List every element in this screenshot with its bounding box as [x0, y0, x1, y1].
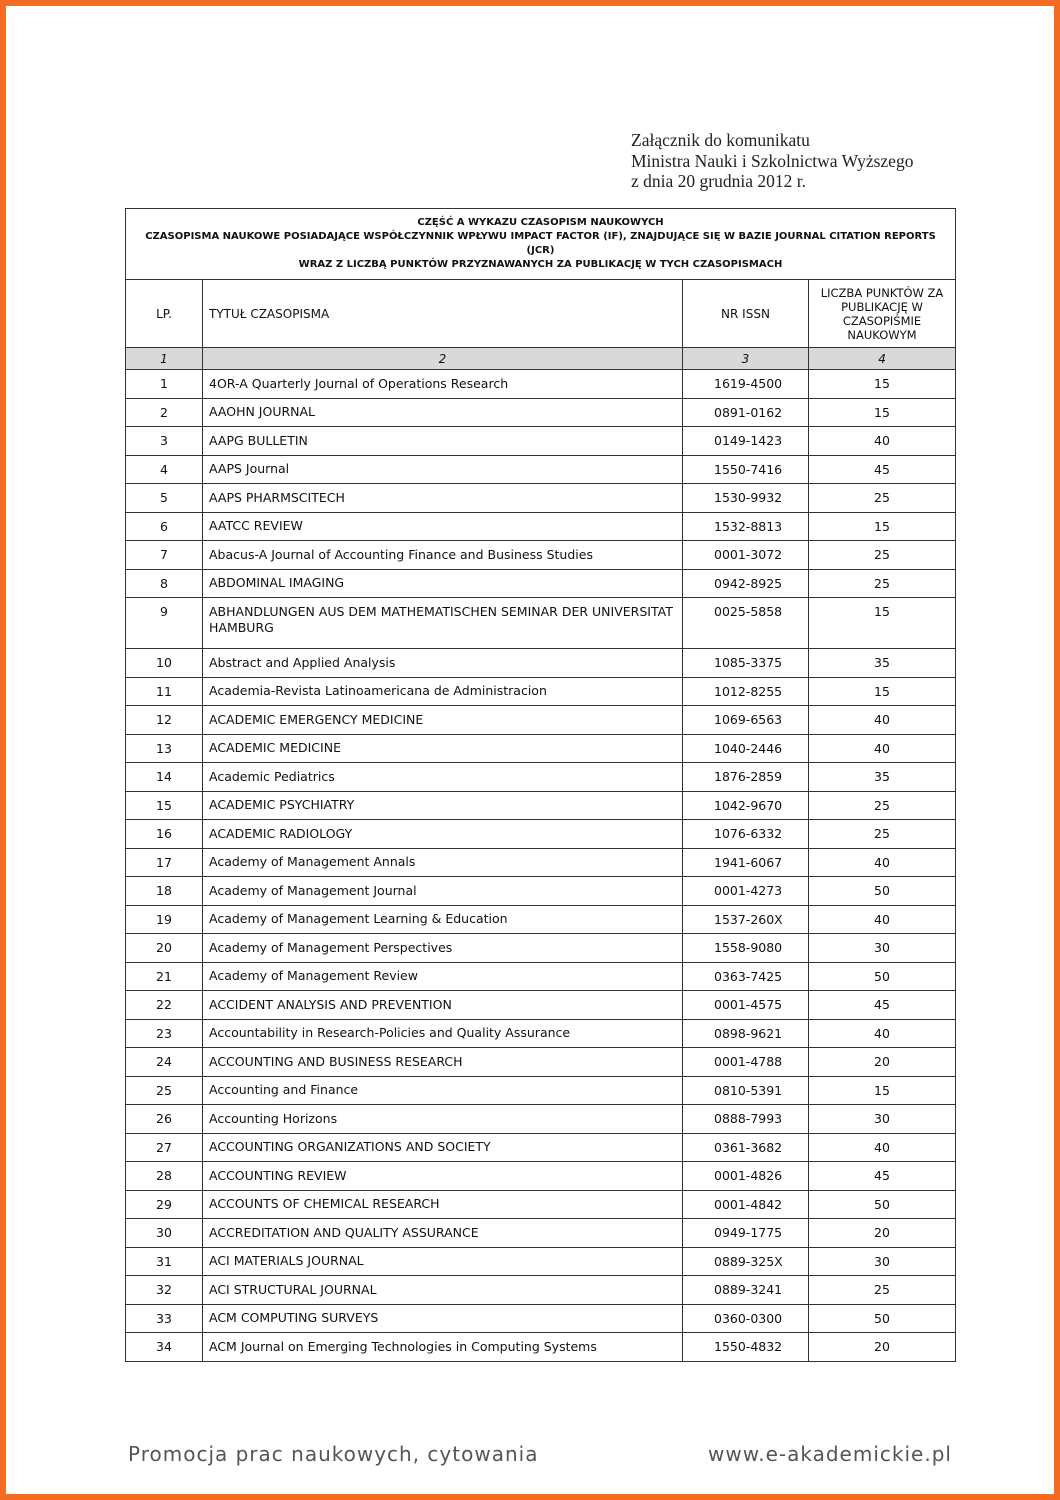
column-number: 2	[203, 348, 683, 370]
row-journal-title: AAOHN JOURNAL	[203, 398, 683, 427]
row-lp: 24	[126, 1048, 203, 1077]
footer-promo-text: Promocja prac naukowych, cytowania	[128, 1442, 539, 1466]
row-points: 45	[809, 455, 956, 484]
row-points: 35	[809, 763, 956, 792]
row-issn: 0889-3241	[683, 1276, 809, 1305]
row-points: 50	[809, 1304, 956, 1333]
row-lp: 18	[126, 877, 203, 906]
table-row	[126, 848, 956, 877]
column-header-issn: NR ISSN	[683, 280, 809, 348]
row-lp: 33	[126, 1304, 203, 1333]
row-issn: 0001-4273	[683, 877, 809, 906]
row-issn: 1076-6332	[683, 820, 809, 849]
row-lp: 34	[126, 1333, 203, 1362]
column-number: 3	[683, 348, 809, 370]
row-journal-title: Abacus-A Journal of Accounting Finance and Business Studies	[203, 541, 683, 570]
row-journal-title: AAPS PHARMSCITECH	[203, 484, 683, 513]
row-points: 35	[809, 649, 956, 678]
row-issn: 0942-8925	[683, 569, 809, 598]
header-line-1: Załącznik do komunikatu	[631, 130, 810, 150]
row-lp: 17	[126, 848, 203, 877]
row-issn: 0360-0300	[683, 1304, 809, 1333]
table-row	[126, 541, 956, 570]
row-lp: 23	[126, 1019, 203, 1048]
footer-website: www.e-akademickie.pl	[708, 1442, 952, 1466]
row-lp: 5	[126, 484, 203, 513]
row-issn: 1537-260X	[683, 905, 809, 934]
row-points: 25	[809, 791, 956, 820]
row-points: 20	[809, 1048, 956, 1077]
table-row	[126, 649, 956, 678]
row-issn: 0361-3682	[683, 1133, 809, 1162]
row-points: 25	[809, 1276, 956, 1305]
row-issn: 0001-4575	[683, 991, 809, 1020]
table-row	[126, 484, 956, 513]
table-row	[126, 1048, 956, 1077]
row-issn: 0001-3072	[683, 541, 809, 570]
row-issn: 0001-4826	[683, 1162, 809, 1191]
row-points: 40	[809, 848, 956, 877]
row-issn: 0889-325X	[683, 1247, 809, 1276]
row-journal-title: Abstract and Applied Analysis	[203, 649, 683, 678]
row-issn: 0025-5858	[683, 598, 809, 649]
row-journal-title: ACI MATERIALS JOURNAL	[203, 1247, 683, 1276]
row-lp: 16	[126, 820, 203, 849]
row-points: 25	[809, 569, 956, 598]
row-journal-title: ACI STRUCTURAL JOURNAL	[203, 1276, 683, 1305]
row-points: 15	[809, 598, 956, 649]
row-points: 45	[809, 991, 956, 1020]
row-journal-title: Academia-Revista Latinoamericana de Administracion	[203, 677, 683, 706]
table-row	[126, 1276, 956, 1305]
row-journal-title: Accounting Horizons	[203, 1105, 683, 1134]
row-points: 30	[809, 1105, 956, 1134]
row-issn: 1550-7416	[683, 455, 809, 484]
row-lp: 30	[126, 1219, 203, 1248]
table-row	[126, 1304, 956, 1333]
row-issn: 0888-7993	[683, 1105, 809, 1134]
row-points: 15	[809, 677, 956, 706]
row-journal-title: 4OR-A Quarterly Journal of Operations Research	[203, 370, 683, 399]
row-lp: 21	[126, 962, 203, 991]
column-number: 1	[126, 348, 203, 370]
row-lp: 32	[126, 1276, 203, 1305]
row-journal-title: Academy of Management Perspectives	[203, 934, 683, 963]
row-points: 40	[809, 905, 956, 934]
row-journal-title: ACCREDITATION AND QUALITY ASSURANCE	[203, 1219, 683, 1248]
column-header-title: TYTUŁ CZASOPISMA	[203, 280, 683, 348]
row-lp: 31	[126, 1247, 203, 1276]
table-row	[126, 877, 956, 906]
attachment-header	[631, 130, 913, 192]
row-journal-title: ACCOUNTS OF CHEMICAL RESEARCH	[203, 1190, 683, 1219]
row-lp: 29	[126, 1190, 203, 1219]
row-issn: 1012-8255	[683, 677, 809, 706]
row-lp: 12	[126, 706, 203, 735]
row-lp: 8	[126, 569, 203, 598]
row-points: 15	[809, 512, 956, 541]
row-points: 40	[809, 706, 956, 735]
row-journal-title: Academy of Management Review	[203, 962, 683, 991]
table-row	[126, 820, 956, 849]
table-row	[126, 1219, 956, 1248]
table-title-line-1: CZĘŚĆ A WYKAZU CZASOPISM NAUKOWYCH	[417, 217, 664, 228]
row-points: 30	[809, 934, 956, 963]
row-lp: 22	[126, 991, 203, 1020]
column-header-row	[126, 280, 956, 348]
row-issn: 1876-2859	[683, 763, 809, 792]
row-journal-title: ABDOMINAL IMAGING	[203, 569, 683, 598]
row-points: 50	[809, 1190, 956, 1219]
row-points: 25	[809, 484, 956, 513]
table-row	[126, 1019, 956, 1048]
table-title-row	[126, 209, 956, 280]
row-journal-title: Accountability in Research-Policies and Quality Assurance	[203, 1019, 683, 1048]
table-row	[126, 455, 956, 484]
header-line-3: z dnia 20 grudnia 2012 r.	[631, 171, 806, 191]
row-journal-title: ACCOUNTING AND BUSINESS RESEARCH	[203, 1048, 683, 1077]
table-title-line-2: CZASOPISMA NAUKOWE POSIADAJĄCE WSPÓŁCZYNNIK WPŁYWU IMPACT FACTOR (IF), ZNAJDUJĄCE SIĘ W BAZIE JOURNAL CITATION REPORTS (JCR)	[145, 231, 936, 256]
row-journal-title: Academy of Management Journal	[203, 877, 683, 906]
row-journal-title: ACADEMIC RADIOLOGY	[203, 820, 683, 849]
table-row	[126, 398, 956, 427]
row-lp: 14	[126, 763, 203, 792]
row-journal-title: ACCOUNTING REVIEW	[203, 1162, 683, 1191]
row-lp: 13	[126, 734, 203, 763]
row-journal-title: ABHANDLUNGEN AUS DEM MATHEMATISCHEN SEMINAR DER UNIVERSITAT HAMBURG	[203, 598, 683, 649]
row-lp: 2	[126, 398, 203, 427]
row-issn: 1530-9932	[683, 484, 809, 513]
row-lp: 19	[126, 905, 203, 934]
row-issn: 0949-1775	[683, 1219, 809, 1248]
row-lp: 26	[126, 1105, 203, 1134]
table-title	[126, 209, 956, 280]
row-points: 50	[809, 962, 956, 991]
row-journal-title: AAPG BULLETIN	[203, 427, 683, 456]
row-issn: 1558-9080	[683, 934, 809, 963]
table-row	[126, 734, 956, 763]
table-row	[126, 1076, 956, 1105]
journal-list-table	[125, 208, 956, 1362]
row-issn: 1085-3375	[683, 649, 809, 678]
row-journal-title: Academy of Management Annals	[203, 848, 683, 877]
table-row	[126, 706, 956, 735]
row-journal-title: Accounting and Finance	[203, 1076, 683, 1105]
table-row	[126, 763, 956, 792]
row-points: 40	[809, 1019, 956, 1048]
row-issn: 1550-4832	[683, 1333, 809, 1362]
table-row	[126, 598, 956, 649]
row-points: 20	[809, 1219, 956, 1248]
table-row	[126, 962, 956, 991]
table-row	[126, 427, 956, 456]
table-row	[126, 1105, 956, 1134]
row-lp: 25	[126, 1076, 203, 1105]
row-journal-title: ACM Journal on Emerging Technologies in Computing Systems	[203, 1333, 683, 1362]
row-issn: 0898-9621	[683, 1019, 809, 1048]
table-row	[126, 1190, 956, 1219]
row-points: 45	[809, 1162, 956, 1191]
row-issn: 1941-6067	[683, 848, 809, 877]
table-title-line-3: WRAZ Z LICZBĄ PUNKTÓW PRZYZNAWANYCH ZA PUBLIKACJĘ W TYCH CZASOPISMACH	[298, 259, 783, 270]
row-points: 15	[809, 1076, 956, 1105]
row-points: 40	[809, 1133, 956, 1162]
row-journal-title: Academic Pediatrics	[203, 763, 683, 792]
row-points: 15	[809, 370, 956, 399]
column-number: 4	[809, 348, 956, 370]
row-journal-title: ACM COMPUTING SURVEYS	[203, 1304, 683, 1333]
table-row	[126, 1247, 956, 1276]
table-row	[126, 1162, 956, 1191]
row-journal-title: AAPS Journal	[203, 455, 683, 484]
row-issn: 0001-4842	[683, 1190, 809, 1219]
header-line-2: Ministra Nauki i Szkolnictwa Wyższego	[631, 150, 914, 171]
table-row	[126, 677, 956, 706]
row-points: 15	[809, 398, 956, 427]
row-points: 25	[809, 541, 956, 570]
row-points: 40	[809, 427, 956, 456]
row-points: 30	[809, 1247, 956, 1276]
table-row	[126, 934, 956, 963]
row-journal-title: ACCOUNTING ORGANIZATIONS AND SOCIETY	[203, 1133, 683, 1162]
row-points: 20	[809, 1333, 956, 1362]
row-lp: 3	[126, 427, 203, 456]
row-journal-title: AATCC REVIEW	[203, 512, 683, 541]
row-lp: 27	[126, 1133, 203, 1162]
row-lp: 28	[126, 1162, 203, 1191]
row-journal-title: ACADEMIC MEDICINE	[203, 734, 683, 763]
column-number-row	[126, 348, 956, 370]
row-issn: 0891-0162	[683, 398, 809, 427]
table-row	[126, 791, 956, 820]
table-row	[126, 905, 956, 934]
row-journal-title: ACADEMIC EMERGENCY MEDICINE	[203, 706, 683, 735]
table-row	[126, 512, 956, 541]
row-lp: 15	[126, 791, 203, 820]
row-lp: 20	[126, 934, 203, 963]
row-lp: 1	[126, 370, 203, 399]
row-lp: 4	[126, 455, 203, 484]
table-row	[126, 1133, 956, 1162]
row-points: 40	[809, 734, 956, 763]
row-issn: 1042-9670	[683, 791, 809, 820]
table-row	[126, 1333, 956, 1362]
row-lp: 7	[126, 541, 203, 570]
row-journal-title: ACCIDENT ANALYSIS AND PREVENTION	[203, 991, 683, 1020]
row-issn: 0149-1423	[683, 427, 809, 456]
row-issn: 0363-7425	[683, 962, 809, 991]
row-issn: 0001-4788	[683, 1048, 809, 1077]
column-header-points: LICZBA PUNKTÓW ZA PUBLIKACJĘ W CZASOPIŚMIE NAUKOWYM	[809, 280, 956, 348]
row-issn: 0810-5391	[683, 1076, 809, 1105]
row-issn: 1532-8813	[683, 512, 809, 541]
row-lp: 6	[126, 512, 203, 541]
row-journal-title: ACADEMIC PSYCHIATRY	[203, 791, 683, 820]
column-header-lp: LP.	[126, 280, 203, 348]
row-issn: 1040-2446	[683, 734, 809, 763]
table-row	[126, 991, 956, 1020]
row-lp: 11	[126, 677, 203, 706]
row-issn: 1619-4500	[683, 370, 809, 399]
table-row	[126, 370, 956, 399]
row-journal-title: Academy of Management Learning & Education	[203, 905, 683, 934]
row-points: 25	[809, 820, 956, 849]
row-issn: 1069-6563	[683, 706, 809, 735]
table-row	[126, 569, 956, 598]
row-lp: 10	[126, 649, 203, 678]
row-points: 50	[809, 877, 956, 906]
row-lp: 9	[126, 598, 203, 649]
